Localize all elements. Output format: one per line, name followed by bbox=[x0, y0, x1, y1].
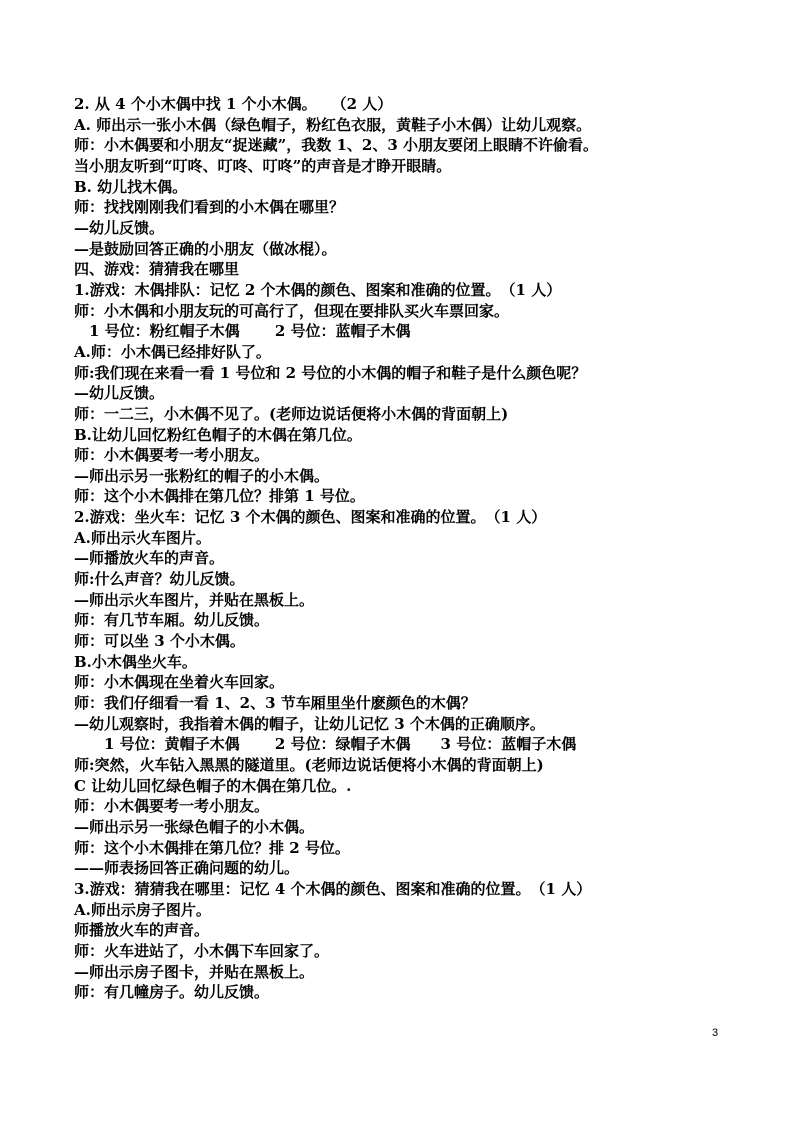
text-line: 师:突然，火车钻入黑黑的隧道里。(老师边说话便将小木偶的背面朝上) bbox=[74, 756, 544, 774]
text-line: 师：小木偶和小朋友玩的可高行了，但现在要排队买火车票回家。 bbox=[74, 301, 510, 320]
text-line: A.师：小木偶已经排好队了。 bbox=[74, 342, 271, 361]
text-line: 师：有几幢房子。幼儿反馈。 bbox=[74, 983, 270, 1002]
text-line: 师：小木偶要和小朋友“捉迷藏”，我数 1、2、3 小朋友要闭上眼睛不许偷看。 bbox=[74, 136, 599, 155]
text-line: A.师出示火车图片。 bbox=[74, 528, 211, 547]
text-line: B.小木偶坐火车。 bbox=[74, 652, 197, 671]
text-line: 1 号位：粉红帽子木偶 2 号位：蓝帽子木偶 bbox=[74, 322, 411, 341]
text-line: —师出示另一张粉红的帽子的小木偶。 bbox=[74, 466, 330, 485]
text-line: 师：我们仔细看一看 1、2、3 节车厢里坐什麽颜色的木偶？ bbox=[74, 694, 476, 713]
text-line: 师：找找刚刚我们看到的小木偶在哪里？ bbox=[74, 198, 345, 217]
text-line: 师：有几节车厢。幼儿反馈。 bbox=[74, 611, 270, 630]
text-line: 师播放火车的声音。 bbox=[74, 921, 210, 940]
text-line: 师：小木偶要考一考小朋友。 bbox=[74, 446, 270, 465]
section-heading: 四、游戏：猜猜我在哪里 bbox=[74, 260, 240, 279]
text-line: —师播放火车的声音。 bbox=[74, 549, 225, 568]
text-line: —幼儿反馈。 bbox=[74, 218, 165, 237]
text-line: 师：小木偶现在坐着火车回家。 bbox=[74, 673, 285, 692]
text-line: 当小朋友听到“叮咚、叮咚、叮咚”的声音是才睁开眼睛。 bbox=[74, 156, 452, 175]
text-line: B.让幼儿回忆粉红色帽子的木偶在第几位。 bbox=[74, 425, 362, 444]
text-line: —幼儿反馈。 bbox=[74, 384, 165, 403]
text-line: 师:我们现在来看一看 1 号位和 2 号位的小木偶的帽子和鞋子是什么颜色呢？ bbox=[74, 363, 587, 382]
text-line: —师出示火车图片，并贴在黑板上。 bbox=[74, 590, 315, 609]
text-line: 师：这个小木偶排在第几位？排第 1 号位。 bbox=[74, 487, 365, 506]
text-line: 师：这个小木偶排在第几位？排 2 号位。 bbox=[74, 838, 350, 857]
text-line: C 让幼儿回忆绿色帽子的木偶在第几位。. bbox=[74, 776, 352, 795]
text-line: —幼儿观察时，我指着木偶的帽子，让幼儿记忆 3 个木偶的正确顺序。 bbox=[74, 714, 545, 733]
text-line: ——师表扬回答正确问题的幼儿。 bbox=[74, 859, 300, 878]
text-line: 1 号位：黄帽子木偶 2 号位：绿帽子木偶 3 号位：蓝帽子木偶 bbox=[74, 735, 577, 754]
text-line: 师：可以坐 3 个小木偶。 bbox=[74, 632, 245, 651]
text-line: 2.游戏：坐火车：记忆 3 个木偶的颜色、图案和准确的位置。 （1 人） bbox=[74, 508, 547, 527]
text-line: —师出示另一张绿色帽子的小木偶。 bbox=[74, 817, 315, 836]
text-line: 2. 从 4 个小木偶中找 1 个小木偶。 （2 人） bbox=[74, 95, 393, 113]
text-line: 1.游戏：木偶排队：记忆 2 个木偶的颜色、图案和准确的位置。 （1 人） bbox=[74, 280, 562, 299]
text-line: —师出示房子图卡，并贴在黑板上。 bbox=[74, 962, 315, 981]
text-line: B. 幼儿找木偶。 bbox=[74, 177, 188, 196]
document-body bbox=[74, 94, 754, 1003]
text-line: 师：火车进站了，小木偶下车回家了。 bbox=[74, 941, 330, 960]
text-line: A. 师出示一张小木偶（绿色帽子，粉红色衣服，黄鞋子小木偶）让幼儿观察。 bbox=[74, 115, 592, 134]
text-line: 师：小木偶要考一考小朋友。 bbox=[74, 797, 270, 816]
text-line: —是鼓励回答正确的小朋友（做冰棍）。 bbox=[74, 239, 337, 258]
page-number: 3 bbox=[712, 1027, 719, 1039]
text-line: 3.游戏：猜猜我在哪里：记忆 4 个木偶的颜色、图案和准确的位置。 （1 人） bbox=[74, 879, 592, 898]
text-line: 师：一二三，小木偶不见了。(老师边说话便将小木偶的背面朝上) bbox=[74, 404, 509, 423]
text-line: A.师出示房子图片。 bbox=[74, 900, 211, 919]
text-line: 师:什么声音？幼儿反馈。 bbox=[74, 570, 245, 589]
